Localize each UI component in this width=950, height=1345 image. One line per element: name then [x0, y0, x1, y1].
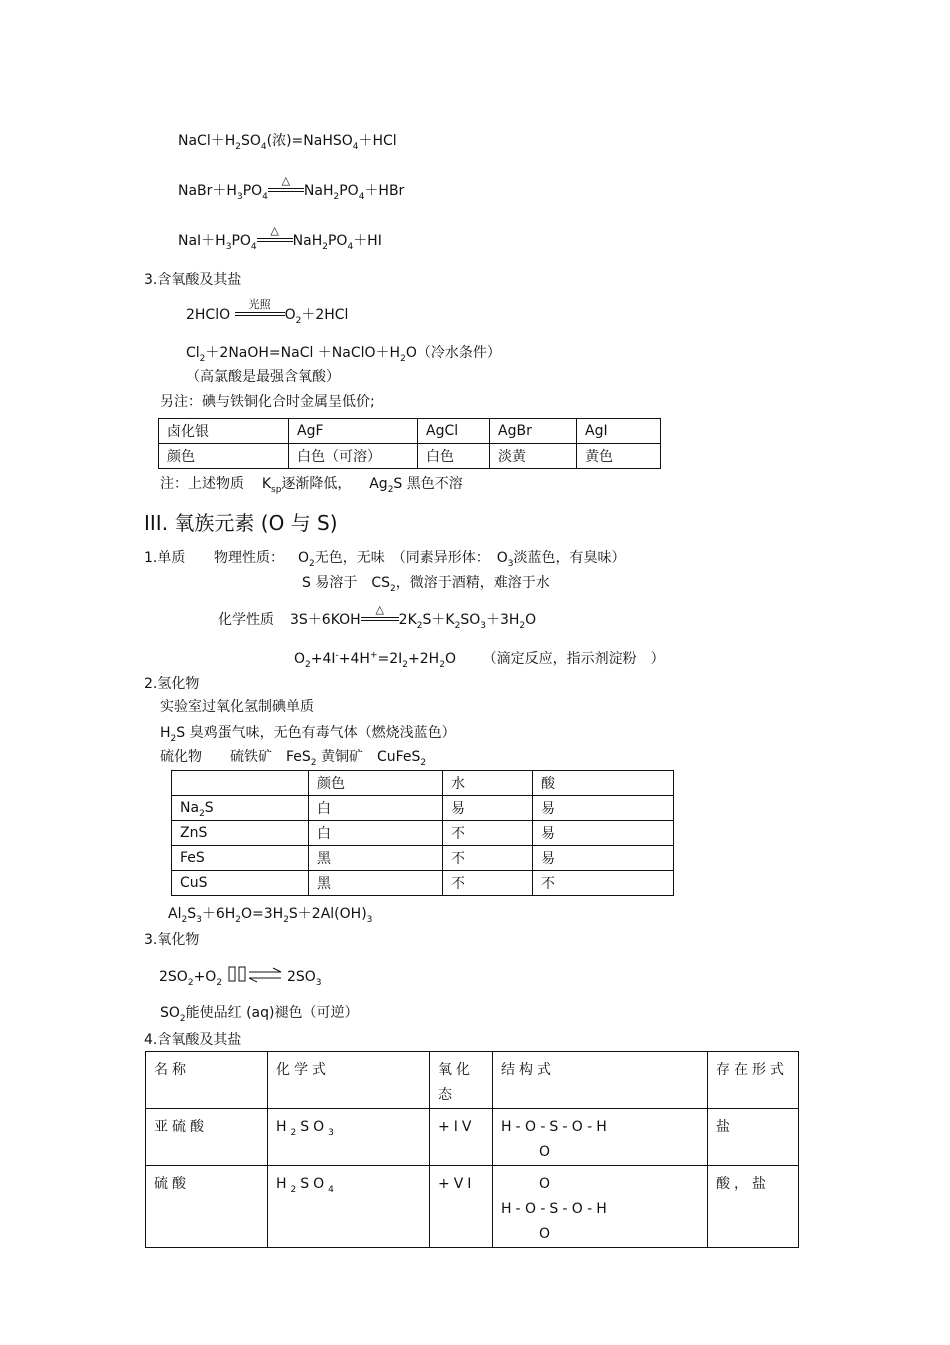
- eq-o2-iodide: $O_2+4I^-+4H^+=2I_2+2H_2O$ （滴定反应，指示剂淀粉 ）: [294, 650, 665, 670]
- section-heading: 3.含氧酸及其盐: [144, 272, 242, 288]
- table-row: 名称 化学式 氧化态 结构式 存在形式: [146, 1052, 799, 1109]
- catalyst-heat-symbol-icon: [227, 964, 283, 986]
- so2-bleach-note: $SO_2$能使品红 (aq)褪色（可逆）: [160, 1005, 359, 1024]
- eq-nabr: $NaBr+H_3PO_4$ △ $NaH_2PO_4+HBr$: [178, 174, 405, 202]
- table-row: 亚硫酸 $H_2SO_3$ +IV H-O-S-O-H O 盐: [146, 1109, 799, 1166]
- reversible-arrow-icon: [227, 970, 283, 984]
- table-row: 颜色 白色（可溶） 白色 淡黄 黄色: [159, 444, 661, 469]
- table-row: 卤化银 AgF AgCl AgBr AgI: [159, 419, 661, 444]
- eq-s-koh: 3S＋6KOH △ $2K_2S+K_2SO_3+3H_2O$: [290, 603, 537, 631]
- table-row: 颜色 水 酸: [172, 771, 674, 796]
- phys-o2: $O_2$无色，无味 （同素异形体： $O_3$淡蓝色，有臭味）: [298, 550, 626, 569]
- note-perchloric: （高氯酸是最强含氧酸）: [186, 369, 340, 385]
- h2s-desc: $H_2S$ 臭鸡蛋气味，无色有毒气体（燃烧浅蓝色）: [160, 725, 456, 744]
- eq-cl2-naoh: $Cl_2+2NaOH=NaCl$ $+NaClO+H_2O$（冷水条件）: [186, 345, 501, 364]
- eq-hclo: 2HClO 光照 $O_2+2HCl$: [186, 298, 349, 326]
- phys-s: S 易溶于 $CS_2$，微溶于酒精，难溶于水: [302, 575, 550, 594]
- oxyacid-s-heading: 4.含氧酸及其盐: [144, 1032, 242, 1048]
- note-iodine: 另注：碘与铁铜化合时金属呈低价;: [160, 394, 375, 410]
- silver-halide-table: [158, 418, 661, 469]
- heat-condition: △: [361, 617, 399, 624]
- eq-nacl: $NaCl+H_2SO_4$(浓)=NaHSO$_4$＋HCl: [178, 133, 397, 152]
- sulfide-table: [171, 770, 674, 896]
- oxide-heading: 3.氧化物: [144, 932, 200, 948]
- sulfide-minerals: 硫化物 硫铁矿 FeS$_2$ 黄铜矿 CuFeS$_2$: [160, 749, 427, 768]
- table-row: $Na_2S$ 白 易 易: [172, 796, 674, 821]
- elem-heading: 1.单质: [144, 550, 186, 566]
- section-title: III. 氧族元素 (O 与 S): [144, 511, 338, 535]
- table-row: ZnS 白 不 易: [172, 821, 674, 846]
- table-row: 硫酸 $H_2SO_4$ +VI O H-O-S-O-H O 酸，盐: [146, 1166, 799, 1248]
- heat-condition: △: [257, 238, 293, 245]
- hydride-heading: 2.氢化物: [144, 676, 200, 692]
- sulfur-oxyacid-table: [145, 1051, 799, 1248]
- heat-condition: △: [268, 188, 304, 195]
- eq-nai: $NaI+H_3PO_4$ △ $NaH_2PO_4+HI$: [178, 224, 382, 252]
- phys-label: 物理性质：: [214, 550, 284, 566]
- chem-label: 化学性质: [218, 612, 274, 628]
- eq-al2s3: $Al_2S_3+6H_2O=3H_2S+2Al(OH)_3$: [168, 906, 373, 925]
- eq-so2: $2SO_2+O_2$ $2SO_3$: [159, 970, 322, 984]
- lab-note: 实验室过氧化氢制碘单质: [160, 699, 314, 715]
- light-condition: 光照: [235, 312, 285, 319]
- table-row: FeS 黑 不 易: [172, 846, 674, 871]
- table-row: CuS 黑 不 不: [172, 871, 674, 896]
- silver-footnote: 注：上述物质 $K_{sp}$逐渐降低， $Ag_2S$ 黑色不溶: [160, 476, 463, 495]
